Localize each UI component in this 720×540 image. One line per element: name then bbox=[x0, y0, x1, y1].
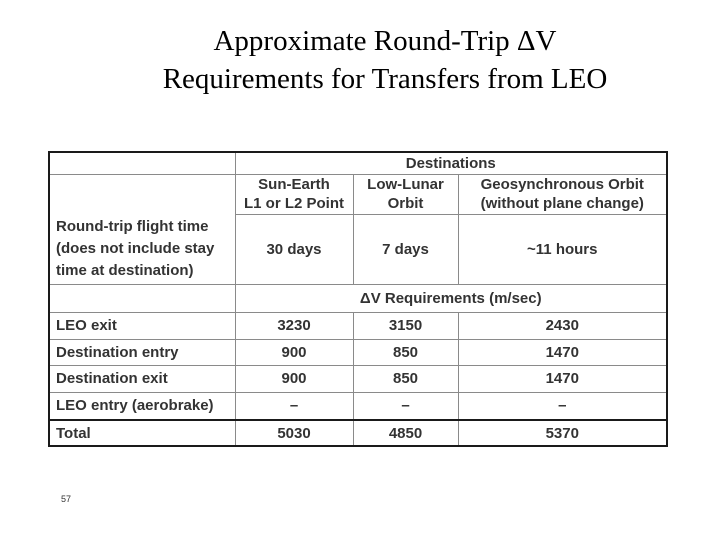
total-cell: 4850 bbox=[353, 420, 458, 446]
flight-time-label-line-1: Round-trip flight time bbox=[56, 217, 209, 235]
corner-cell bbox=[49, 152, 235, 174]
column-header-line: Low-Lunar bbox=[367, 176, 444, 193]
table-cell: 3150 bbox=[353, 312, 458, 339]
total-cell: 5370 bbox=[458, 420, 667, 446]
row-label: LEO entry (aerobrake) bbox=[49, 392, 235, 420]
column-header-line: Orbit bbox=[387, 195, 424, 212]
requirements-corner-cell bbox=[49, 284, 235, 312]
table-cell: 900 bbox=[235, 365, 353, 392]
table-cell: – bbox=[235, 392, 353, 420]
destinations-header: Destinations bbox=[235, 152, 667, 174]
row-label: Destination exit bbox=[49, 365, 235, 392]
column-header-line: Sun-Earth bbox=[258, 176, 330, 193]
title-line-1: Approximate Round-Trip ΔV bbox=[213, 25, 557, 57]
requirements-header-row bbox=[49, 284, 667, 312]
destinations-header-row bbox=[49, 152, 667, 174]
flight-time-value: 7 days bbox=[353, 214, 458, 284]
table-row bbox=[49, 339, 667, 365]
slide-number: 57 bbox=[61, 494, 72, 504]
column-header-low-lunar bbox=[353, 174, 458, 214]
flight-time-label-line-2: (does not include stay bbox=[56, 239, 215, 257]
total-row bbox=[49, 420, 667, 446]
flight-time-value: 30 days bbox=[235, 214, 353, 284]
column-header-geosynchronous bbox=[458, 174, 667, 214]
column-header-line: L1 or L2 Point bbox=[243, 195, 344, 212]
column-header-line: (without plane change) bbox=[480, 195, 644, 212]
column-header-row bbox=[49, 174, 667, 214]
flight-time-label-line-3: time at destination) bbox=[56, 261, 194, 279]
column-header-line: Geosynchronous Orbit bbox=[480, 176, 644, 193]
table-cell: 3230 bbox=[235, 312, 353, 339]
title-line-2: Requirements for Transfers from LEO bbox=[162, 63, 608, 95]
table-cell: 2430 bbox=[458, 312, 667, 339]
table-cell: 1470 bbox=[458, 339, 667, 365]
column-header-sun-earth bbox=[235, 174, 353, 214]
slide-title bbox=[0, 22, 720, 98]
table-row bbox=[49, 392, 667, 420]
requirements-header: ΔV Requirements (m/sec) bbox=[235, 284, 667, 312]
table-cell: 1470 bbox=[458, 365, 667, 392]
delta-v-table bbox=[48, 151, 668, 447]
row-label: LEO exit bbox=[49, 312, 235, 339]
total-cell: 5030 bbox=[235, 420, 353, 446]
table-cell: 900 bbox=[235, 339, 353, 365]
table-row bbox=[49, 312, 667, 339]
table-cell: – bbox=[458, 392, 667, 420]
flight-time-value: ~11 hours bbox=[458, 214, 667, 284]
table-cell: – bbox=[353, 392, 458, 420]
table-row bbox=[49, 365, 667, 392]
table-cell: 850 bbox=[353, 339, 458, 365]
table-cell: 850 bbox=[353, 365, 458, 392]
row-label: Destination entry bbox=[49, 339, 235, 365]
total-label: Total bbox=[49, 420, 235, 446]
flight-time-label bbox=[49, 174, 235, 284]
